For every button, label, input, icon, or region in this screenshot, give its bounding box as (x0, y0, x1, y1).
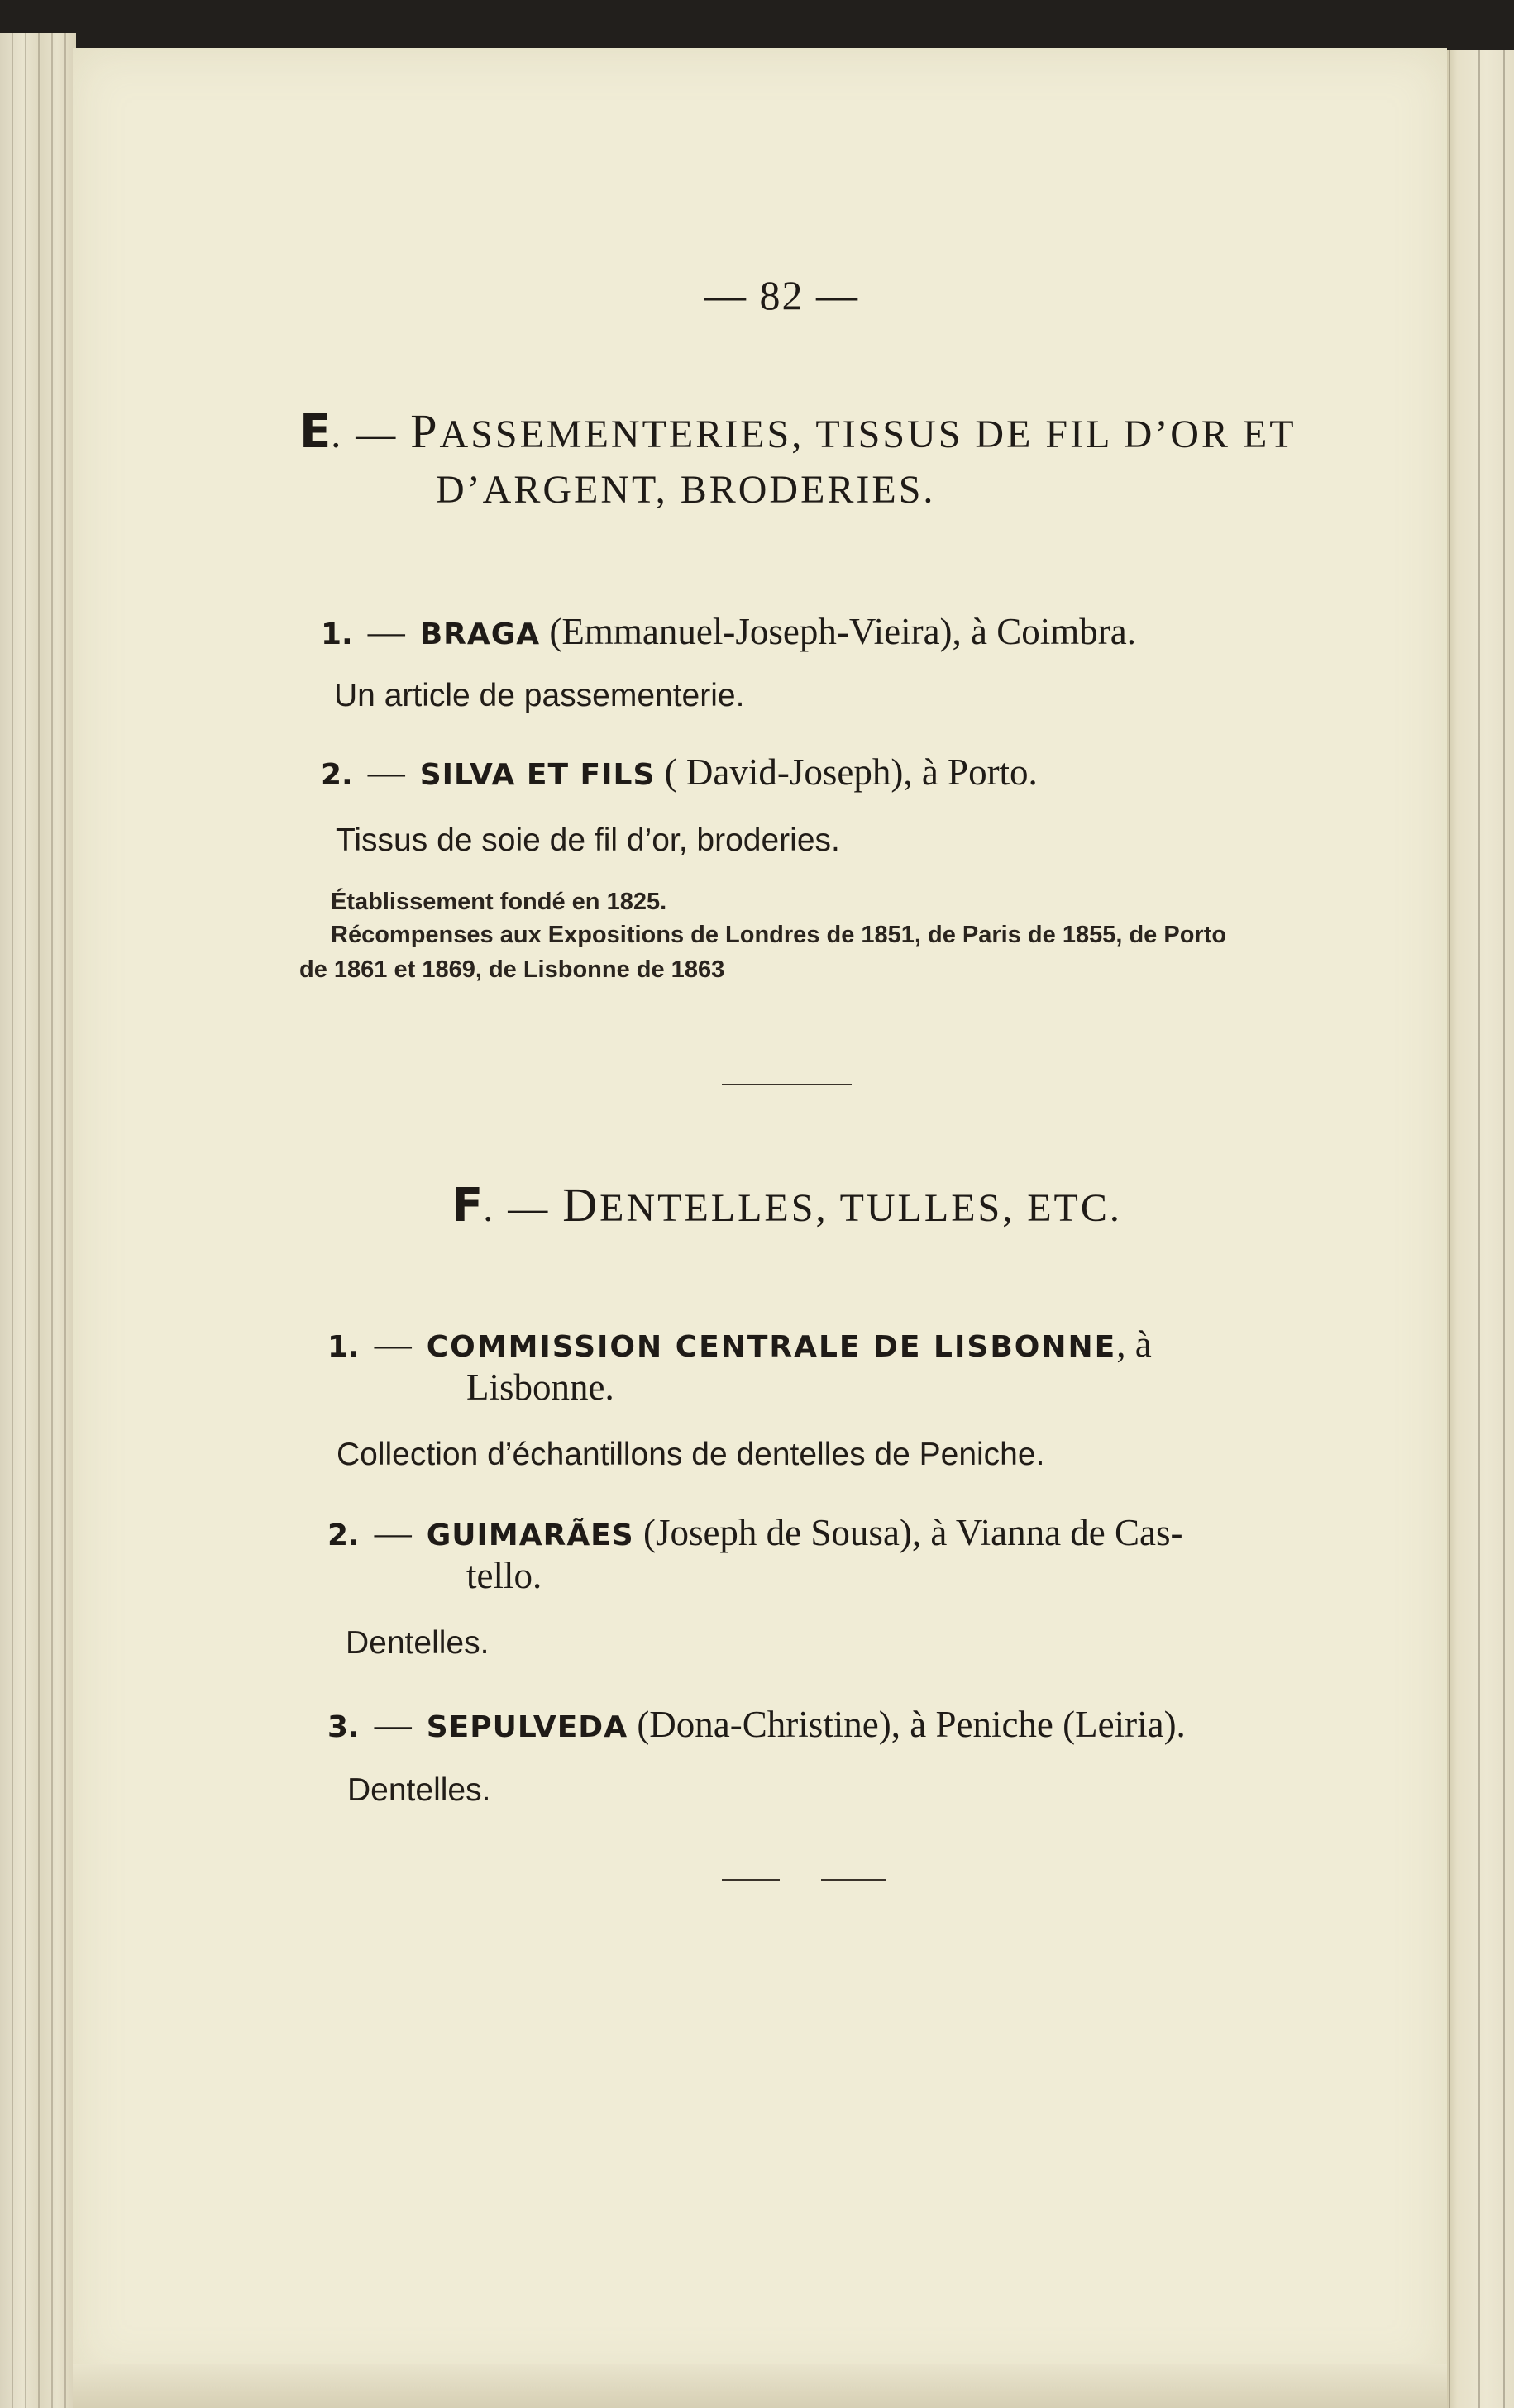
entry-number: 2. (327, 1519, 360, 1552)
exhibitor-name: GUIMARÃES (426, 1519, 634, 1552)
entry-dash: — (367, 751, 405, 793)
exhibitor-name: COMMISSION CENTRALE DE LISBONNE (426, 1330, 1117, 1364)
exhibitor-details: , à (1116, 1323, 1152, 1365)
entry-number: 2. (321, 758, 353, 792)
entry-number: 3. (327, 1710, 360, 1744)
section-f-heading-dash: . — (483, 1186, 551, 1230)
note-line-1: Établissement fondé en 1825. (331, 889, 667, 915)
section-e-entry-2 (321, 751, 1038, 794)
scan-top-border (0, 0, 1514, 51)
exhibitor-name: BRAGA (419, 617, 541, 651)
section-f-entry-2-continuation: tello. (466, 1555, 542, 1596)
left-page-edges (0, 33, 76, 2408)
section-f-heading (451, 1177, 1122, 1233)
section-f-heading-rest: ENTELLES, TULLES, ETC. (599, 1186, 1122, 1230)
entry-number: 1. (321, 617, 353, 651)
entry-dash: — (367, 611, 405, 652)
section-f-entry-3-description: Dentelles. (347, 1772, 491, 1808)
section-f-entry-2-description: Dentelles. (346, 1625, 490, 1661)
exhibitor-details: (Joseph de Sousa), à Vianna de Cas- (642, 1512, 1183, 1553)
section-divider (722, 1084, 852, 1085)
page-bottom-edge (73, 2364, 1447, 2408)
exhibitor-name: SEPULVEDA (426, 1710, 628, 1744)
entry-dash: — (374, 1323, 412, 1365)
exhibitor-details: (Emmanuel-Joseph-Vieira), à Coimbra. (549, 611, 1136, 652)
exhibitor-name: SILVA ET FILS (419, 758, 656, 792)
section-e-heading-line2: D’ARGENT, BRODERIES. (436, 468, 936, 512)
section-e-heading-rest: ASSEMENTERIES, TISSUS DE FIL D’OR ET (439, 412, 1297, 456)
entry-dash: — (374, 1512, 412, 1553)
page-number: — 82 — (704, 272, 859, 318)
section-f-letter: F (451, 1179, 484, 1233)
section-e-entry-2-description: Tissus de soie de fil d’or, broderies. (336, 823, 840, 858)
exhibitor-details: (Dona-Christine), à Peniche (Leiria). (637, 1704, 1186, 1745)
right-page-edges (1445, 50, 1514, 2408)
section-f-entry-1 (327, 1323, 1152, 1366)
note-line-3: de 1861 et 1869, de Lisbonne de 1863 (299, 956, 725, 983)
section-e-letter: E (299, 405, 332, 459)
exhibitor-details: ( David-Joseph), à Porto. (664, 751, 1038, 793)
section-f-entry-1-description: Collection d’échantillons de dentelles de Peniche. (337, 1437, 1045, 1472)
section-e-heading-line1: E. — PASSEMENTERIES, TISSUS DE FIL D’OR ET (299, 404, 1297, 459)
end-rule-left (722, 1879, 780, 1881)
note-line-2: Récompenses aux Expositions de Londres de 1851, de Paris de 1855, de Porto (331, 922, 1227, 948)
section-f-entry-2 (327, 1511, 1183, 1554)
entry-dash: — (374, 1704, 412, 1745)
section-f-entry-3 (327, 1703, 1186, 1746)
section-f-entry-1-continuation: Lisbonne. (466, 1366, 614, 1408)
entry-number: 1. (327, 1330, 360, 1364)
section-e-heading-initial: P (410, 404, 440, 458)
end-rule-right (821, 1879, 886, 1881)
section-e-entry-1-description: Un article de passementerie. (334, 678, 745, 713)
section-e-entry-1 (321, 610, 1136, 653)
section-f-heading-initial: D (562, 1178, 600, 1232)
